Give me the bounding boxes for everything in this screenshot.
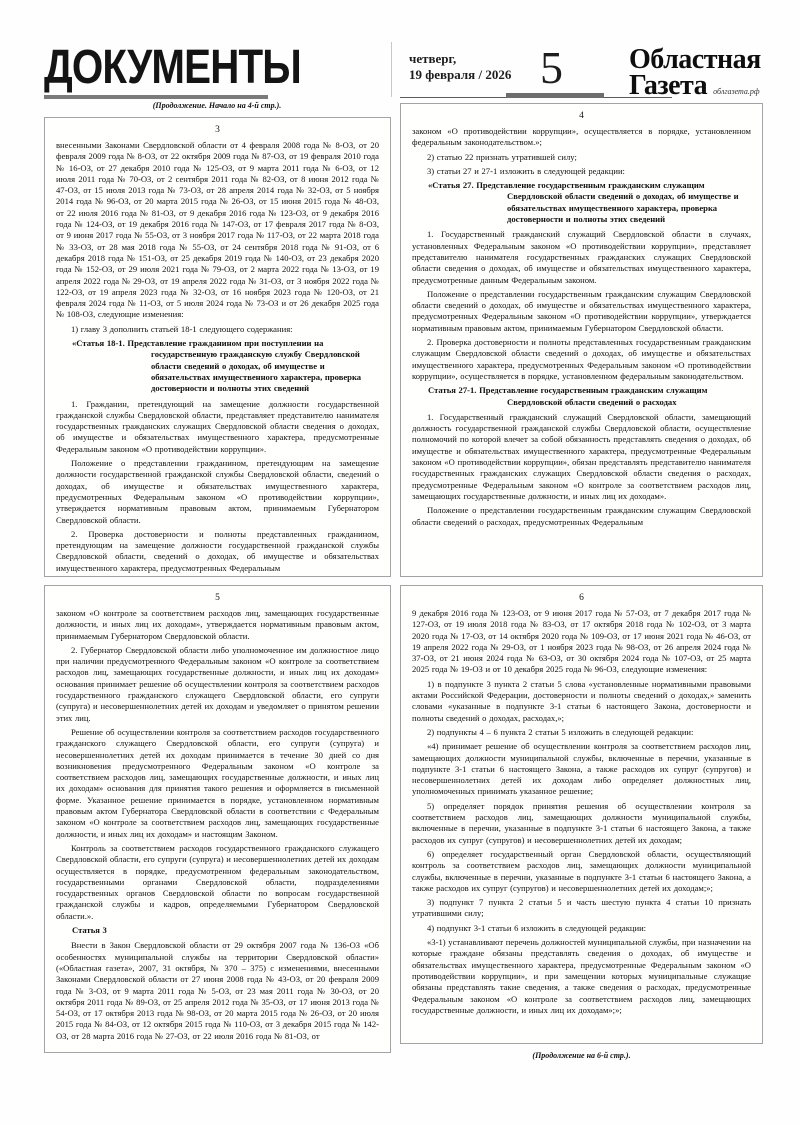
paragraph: 5) определяет порядок принятия решения об осуществлении контроля за соответствием расходов лиц, замещающих должности муниципальной службы, включенные в перечни, указанные в подпункте 3-1 статьи 6 настоящего Закона, а также расходов их супруг (супругов) и несовершеннолетних детей их доходам; (412, 800, 751, 845)
paragraph: «3-1) устанавливают перечень должностей муниципальной службы, при назначении на которые граждане обязаны представлять сведения о доходах, об имуществе и обязательствах имущественного характера, предусмотренные Федеральным законом «О противодействии коррупции», и при замещении которых муниципальные служащие обязаны представлять такие сведения, а также сведения о расходах, предусмотренные Федеральным законом «О контроле за соответствием расходов лиц, замещающих государственные должности, и иных лиц их доходам»;»; (412, 937, 751, 1015)
paragraph: «Статья 18-1. Представление гражданином при поступлении на государственную гражданскую службу Свердловской области сведений о доходах, об имуществе и обязательствах имущественного характера, проверка достоверности и полноты этих сведений (72, 338, 362, 394)
column-number: 3 (215, 125, 220, 135)
column-text (412, 126, 751, 528)
paragraph: 2) подпункты 4 – 6 пункта 2 статьи 5 изложить в следующей редакции: (427, 726, 694, 737)
column-number: 6 (579, 593, 584, 603)
column-text (56, 608, 379, 1042)
paragraph: внесенными Законами Свердловской области от 4 февраля 2008 года № 8-ОЗ, от 20 февраля 2009 года № 8-ОЗ, от 22 октября 2009 года № 87-ОЗ, от 19 февраля 2010 года № 16-ОЗ, от 27 декабря 2010 года № 125-ОЗ, от 9 марта 2011 года № 6-ОЗ, от 12 июля 2011 года № 70-ОЗ, от 2 сентября 2011 года № 82-ОЗ, от 8 июня 2012 года № 47-ОЗ, от 15 июля 2013 года № 73-ОЗ, от 28 апреля 2014 года № 32-ОЗ, от 5 ноября 2014 года № 96-ОЗ, от 20 марта 2015 года № 26-ОЗ, от 15 июня 2015 года № 48-ОЗ, от 22 июля 2016 года № 81-ОЗ, от 9 декабря 2016 года № 123-ОЗ, от 9 декабря 2016 года № 124-ОЗ, от 19 декабря 2016 года № 147-ОЗ, от 17 февраля 2017 года № 8-ОЗ, от 9 июня 2017 года № 55-ОЗ, от 3 ноября 2017 года № 117-ОЗ, от 22 марта 2018 года № 33-ОЗ, от 28 мая 2018 года № 55-ОЗ, от 24 сентября 2018 года № 91-ОЗ, от 6 декабря 2018 года № 151-ОЗ, от 25 декабря 2019 года № 140-ОЗ, от 23 декабря 2020 года № 152-ОЗ, от 29 июля 2021 года № 79-ОЗ, от 2 марта 2022 года № 13-ОЗ, от 19 апреля 2022 года № 29-ОЗ, от 19 апреля 2022 года № 31-ОЗ, от 3 ноября 2022 года № 122-ОЗ, от 19 апреля 2023 года № 32-ОЗ, от 16 ноября 2023 года № 120-ОЗ, от 21 февраля 2024 года № 11-ОЗ, от 5 июля 2024 года № 73-ОЗ и от 26 декабря 2025 года № 108-ОЗ, следующие изменения: (56, 140, 379, 320)
column-text (412, 608, 751, 1016)
masthead-divider-line (391, 42, 392, 97)
document-column-6 (400, 585, 763, 1044)
paragraph: «4) принимает решение об осуществлении контроля за соответствием расходов лиц, замещающих должности муниципальной службы, включенные в перечни, указанные в подпункте 3-1 статьи 6 настоящего Закона, а также расходов их супруг (супругов) и несовершеннолетних детей их доходам либо определяет должностных лиц, уполномоченных принимать указанное решение; (412, 741, 751, 797)
continuation-note-top: (Продолжение. Начало на 4-й стр.). (152, 101, 282, 110)
paragraph: «Статья 27. Представление государственным гражданским служащим Свердловской области сведений о доходах, об имуществе и обязательствах имущественного характера, проверка достоверности и полноты этих сведений (428, 180, 739, 225)
title-underline-bar (44, 95, 268, 99)
issue-weekday: четверг, (409, 51, 457, 66)
issue-date-value: 19 февраля / 2026 (409, 67, 512, 82)
document-column-4 (400, 103, 763, 577)
paragraph: 2. Проверка достоверности и полноты представленных гражданином, претендующим на замещение должности государственной гражданской службы Свердловской области, сведений о доходах, об имуществе и обязательствах имущественного характера, предусмотренных Федеральным (56, 528, 379, 573)
newspaper-logo (629, 44, 761, 105)
paragraph: Внести в Закон Свердловской области от 29 октября 2007 года № 136-ОЗ «Об особенностях муниципальной службы на территории Свердловской области» («Областная газета», 2007, 31 октября, № 370 – 375) с изменениями, внесенными Законами Свердловской области от 27 июня 2008 года № 43-ОЗ, от 20 февраля 2009 года № 3-ОЗ, от 9 марта 2011 года № 5-ОЗ, от 23 мая 2011 года № 30-ОЗ, от 20 октября 2011 года № 89-ОЗ, от 25 апреля 2012 года № 35-ОЗ, от 17 июня 2013 года № 54-ОЗ, от 17 октября 2013 года № 98-ОЗ, от 20 марта 2015 года № 26-ОЗ, от 20 июля 2015 года № 84-ОЗ, от 12 октября 2015 года № 110-ОЗ, от 3 декабря 2015 года № 142-ОЗ, от 28 марта 2016 года № 27-ОЗ, от 22 июля 2016 года № 81-ОЗ, от (56, 940, 379, 1041)
paragraph: Положение о представлении государственным гражданским служащим Свердловской области сведений о доходах, об имуществе и обязательствах имущественного характера, предусмотренных Федеральным законом «О противодействии коррупции», утверждается нормативным правовым актом, принимаемым Губернатором Свердловской области. (412, 288, 751, 333)
issue-date (409, 51, 511, 83)
paragraph: Статья 27-1. Представление государственным гражданским служащим Свердловской области сведений о расходах (428, 385, 708, 407)
paragraph: 9 декабря 2016 года № 123-ОЗ, от 9 июня 2017 года № 57-ОЗ, от 7 декабря 2017 года № 127-ОЗ, от 19 июля 2018 года № 83-ОЗ, от 17 октября 2018 года № 102-ОЗ, от 3 марта 2020 года № 17-ОЗ, от 14 октября 2020 года № 109-ОЗ, от 17 июня 2021 года № 46-ОЗ, от 19 апреля 2022 года № 29-ОЗ, от 1 ноября 2023 года № 98-ОЗ, от 26 апреля 2024 года № 37-ОЗ, от 21 июня 2024 года № 63-ОЗ, от 30 октября 2024 года № 107-ОЗ, от 25 марта 2025 года № 19-ОЗ и от 10 декабря 2025 года № 96-ОЗ, следующие изменения: (412, 608, 751, 675)
paragraph: законом «О контроле за соответствием расходов лиц, замещающих государственные должности, и иных лиц их доходам», утверждается нормативным правовым актом, принимаемым Губернатором Свердловской области. (56, 608, 379, 641)
page-number-underline-bar (506, 93, 604, 98)
page-section-title: ДОКУМЕНТЫ (44, 41, 301, 94)
paragraph: 1. Гражданин, претендующий на замещение должности государственной гражданской службы Свердловской области, представляет представителю нанимателя государственных гражданских служащих Свердловской области сведения о доходах, об имуществе и обязательствах имущественного характера, предусмотренные Федеральным законом «О противодействии коррупции». (56, 398, 379, 454)
column-number: 5 (215, 593, 220, 603)
paragraph: 1. Государственный гражданский служащий Свердловской области в случаях, установленных Федеральным законом «О противодействии коррупции», представляет представителю нанимателя государственных гражданских служащих Свердловской области сведения о доходах, об имуществе и обязательствах имущественного характера, предусмотренные данным Федеральным законом. (412, 229, 751, 285)
paragraph: Положение о представлении гражданином, претендующим на замещение должности государственной гражданской службы Свердловской области, сведений о доходах, об имуществе и обязательствах имущественного характера, предусмотренных Федеральным законом «О противодействии коррупции», утверждается нормативным правовым актом, принимаемым Губернатором Свердловской области. (56, 458, 379, 525)
paragraph: 2. Губернатор Свердловской области либо уполномоченное им должностное лицо при наличии предусмотренного Федеральным законом «О контроле за соответствием расходов лиц, замещающих государственные должности, и иных лиц их доходам» основания принимает решение об осуществлении контроля за соответствием расходов государственного гражданского служащего Свердловской области, его супруги (супруга) и несовершеннолетних детей их доходам и уведомляет о принятом решении этих лиц. (56, 644, 379, 723)
logo-word-oblastnaya: Областная (629, 44, 761, 75)
page-number: 5 (540, 42, 563, 93)
paragraph: Решение об осуществлении контроля за соответствием расходов государственного гражданского служащего Свердловской области, его супруги (супруга) и несовершеннолетних детей их доходам принимается в течение 30 дней со дня возникновения предусмотренного Федеральным законом «О контроле за соответствием расходов лиц, замещающих государственные должности, и иных лиц их доходам» основания для принятия такого решения и оформляется в письменной форме. Указанное решение принимается в порядке, установленном нормативным правовым актом Губернатора Свердловской области в соответствии с Федеральным законом «О контроле за соответствием расходов лиц, замещающих государственные должности, и иных лиц их доходам» и настоящим Законом. (56, 726, 379, 839)
paragraph: законом «О противодействии коррупции», осуществляется в порядке, установленном федеральным законодательством.»; (412, 126, 751, 148)
paragraph: 1) в подпункте 3 пункта 2 статьи 5 слова «установленные нормативными правовыми актами Российской Федерации, достоверности и полноты сведений о доходах,» заменить словами «указанные в подпункте 3-1 статьи 6 настоящего Закона, достоверности и полноты сведений о доходах, расходах,»; (412, 678, 751, 723)
logo-website: облгазета.рф (713, 87, 760, 96)
column-number: 4 (579, 111, 584, 121)
paragraph: 3) подпункт 7 пункта 2 статьи 5 и часть шестую пункта 4 статьи 10 признать утратившими силу; (412, 897, 751, 919)
logo-word-gazeta: Газета (629, 70, 708, 101)
paragraph: 4) подпункт 3-1 статьи 6 изложить в следующей редакции: (427, 922, 647, 933)
paragraph: Контроль за соответствием расходов государственного гражданского служащего Свердловской области, его супруги (супруга) и несовершеннолетних детей их доходам осуществляется в порядке, предусмотренном федеральным законодательством, государственными органами Свердловской области, подразделениями государственных органов Свердловской области по вопросам государственной гражданской службы и кадров, определяемыми Губернатором Свердловской области.». (56, 842, 379, 921)
paragraph: 2) статью 22 признать утратившей силу; (427, 151, 577, 162)
paragraph: 1) главу 3 дополнить статьей 18-1 следующего содержания: (71, 323, 293, 334)
continuation-note-bottom: (Продолжение на 6-й стр.). (532, 1051, 631, 1060)
document-column-3 (44, 117, 391, 577)
paragraph: Положение о представлении государственным гражданским служащим Свердловской области сведений о расходах, предусмотренных Федеральным (412, 505, 751, 527)
document-column-5 (44, 585, 391, 1053)
paragraph: 3) статьи 27 и 27-1 изложить в следующей редакции: (427, 165, 625, 176)
paragraph: 1. Государственный гражданский служащий Свердловской области, замещающий должность государственной гражданской службы Свердловской области, осуществление полномочий по которой влечет за собой обязанность представлять сведения о доходах, об имуществе и обязательствах имущественного характера, предусмотренные Федеральным законом «О противодействии коррупции», обязан представлять представителю нанимателя государственных гражданских служащих Свердловской области сведения о расходах, предусмотренные Федеральным законом «О контроле за соответствием расходов лиц, замещающих государственные должности, и иных лиц их доходам». (412, 411, 751, 501)
paragraph: 2. Проверка достоверности и полноты представленных государственным гражданским служащим Свердловской области сведений о доходах, об имуществе и обязательствах имущественного характера, предусмотренных Федеральным законом «О противодействии коррупции», осуществляется в порядке, установленном федеральным законодательством. (412, 337, 751, 381)
paragraph: Статья 3 (72, 925, 107, 936)
column-text (56, 140, 379, 574)
paragraph: 6) определяет государственный орган Свердловской области, осуществляющий контроль за соответствием расходов лиц, замещающих должности муниципальной службы, включенные в перечни, указанные в подпункте 3-1 статьи 6 настоящего Закона, а также расходов их супруг (супругов) и несовершеннолетних детей их доходам;»; (412, 848, 751, 893)
